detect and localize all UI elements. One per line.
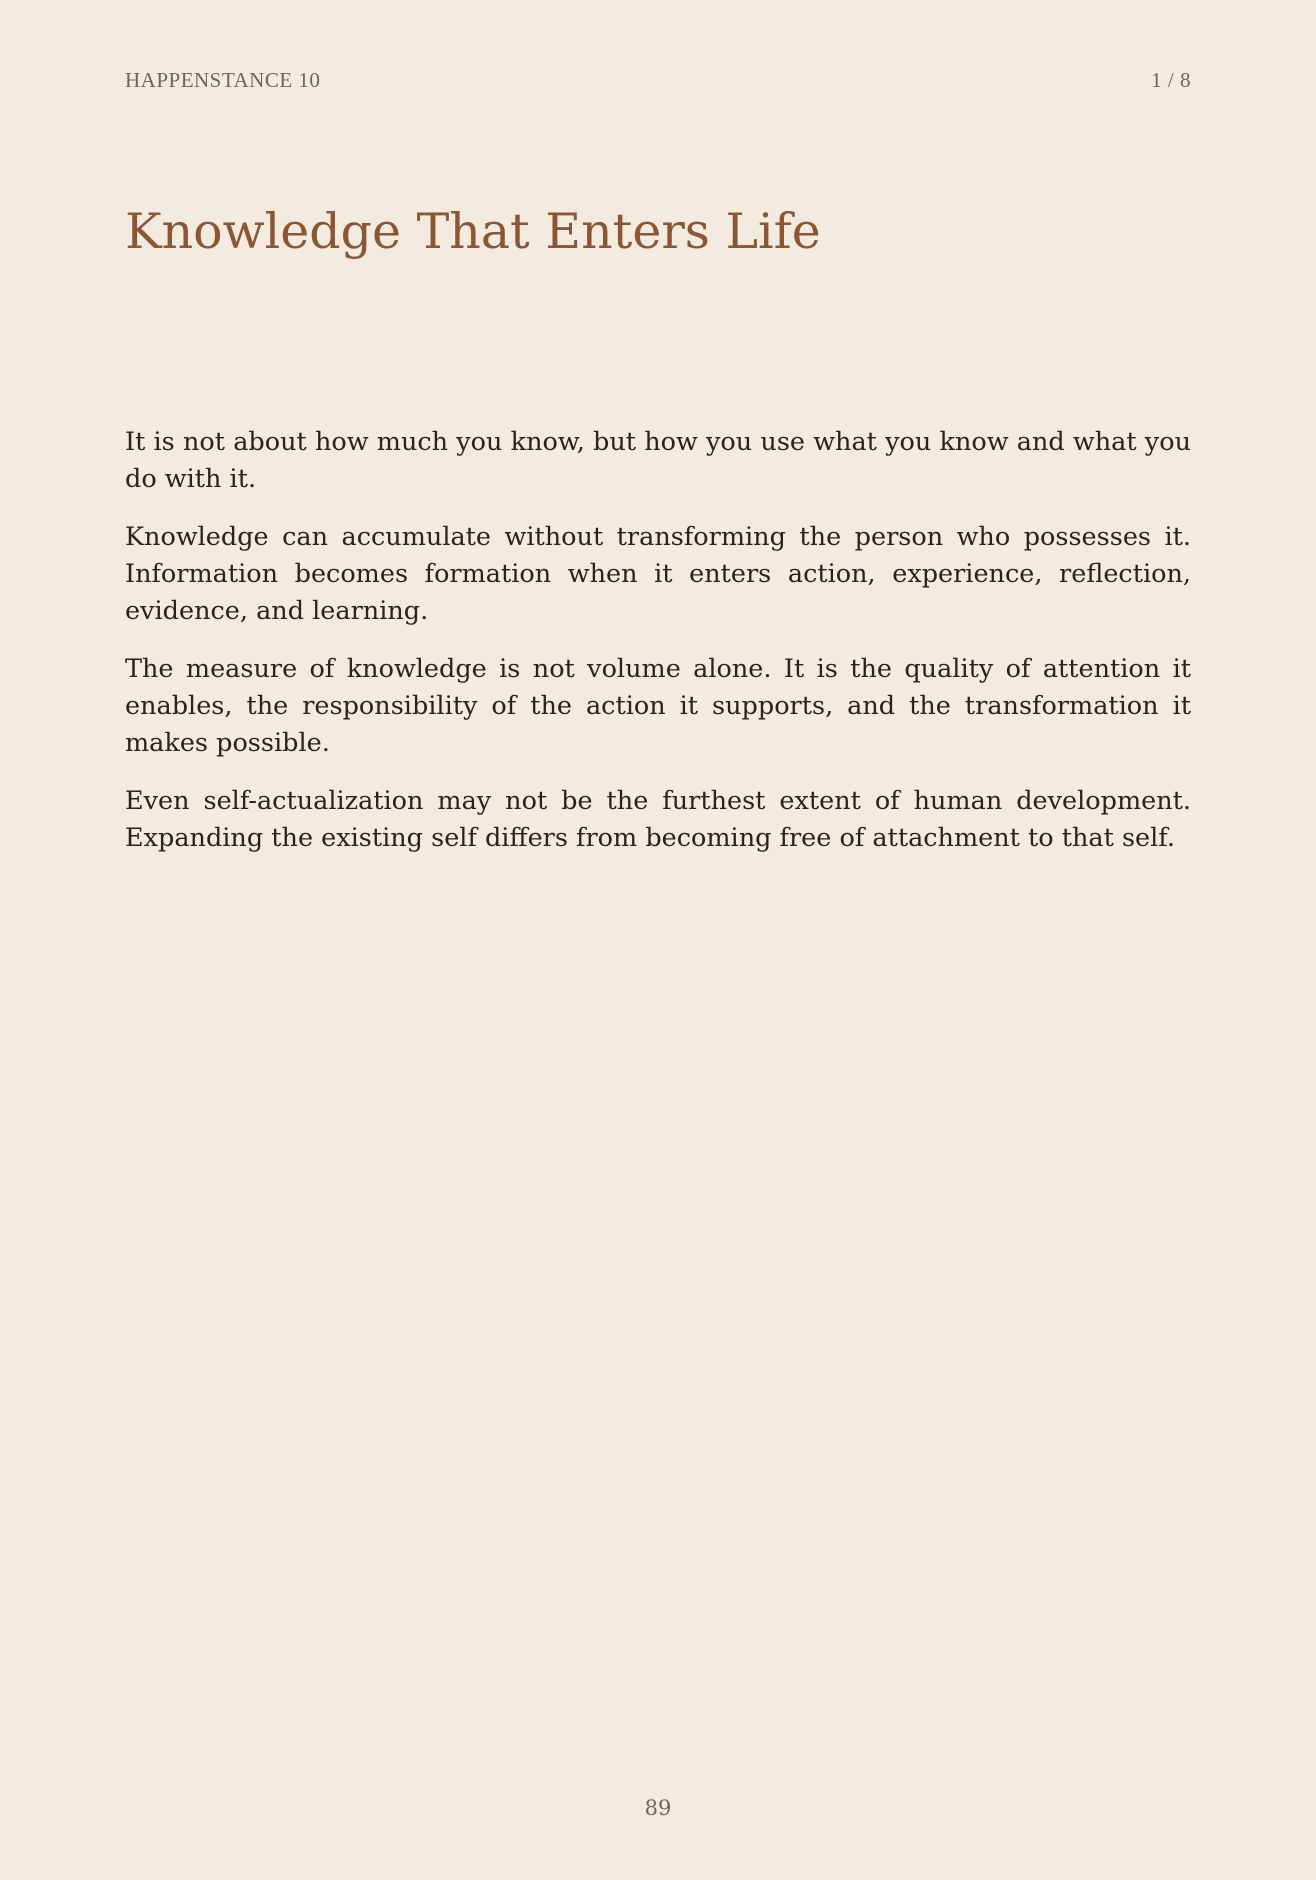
paragraph: Knowledge can accumulate without transforming the person who possesses it. Information becomes formation when it enters action, experience, reflection, evidence, and learning.: [125, 522, 1191, 626]
paragraph: It is not about how much you know, but how you use what you know and what you do with it.: [125, 427, 1191, 494]
body-text: [125, 424, 1191, 878]
page-number: 89: [644, 1796, 672, 1820]
section-progress: 1 / 8: [1151, 68, 1191, 92]
running-title: HAPPENSTANCE 10: [125, 68, 321, 92]
paragraph: Even self-actualization may not be the furthest extent of human development. Expanding the existing self differs from becoming free of attachment to that self.: [125, 786, 1191, 853]
running-header: [125, 68, 1191, 93]
chapter-title: Knowledge That Enters Life: [125, 203, 821, 260]
paragraph: The measure of knowledge is not volume alone. It is the quality of attention it enables, the responsibility of the action it supports, and the transformation it makes possible.: [125, 654, 1191, 758]
